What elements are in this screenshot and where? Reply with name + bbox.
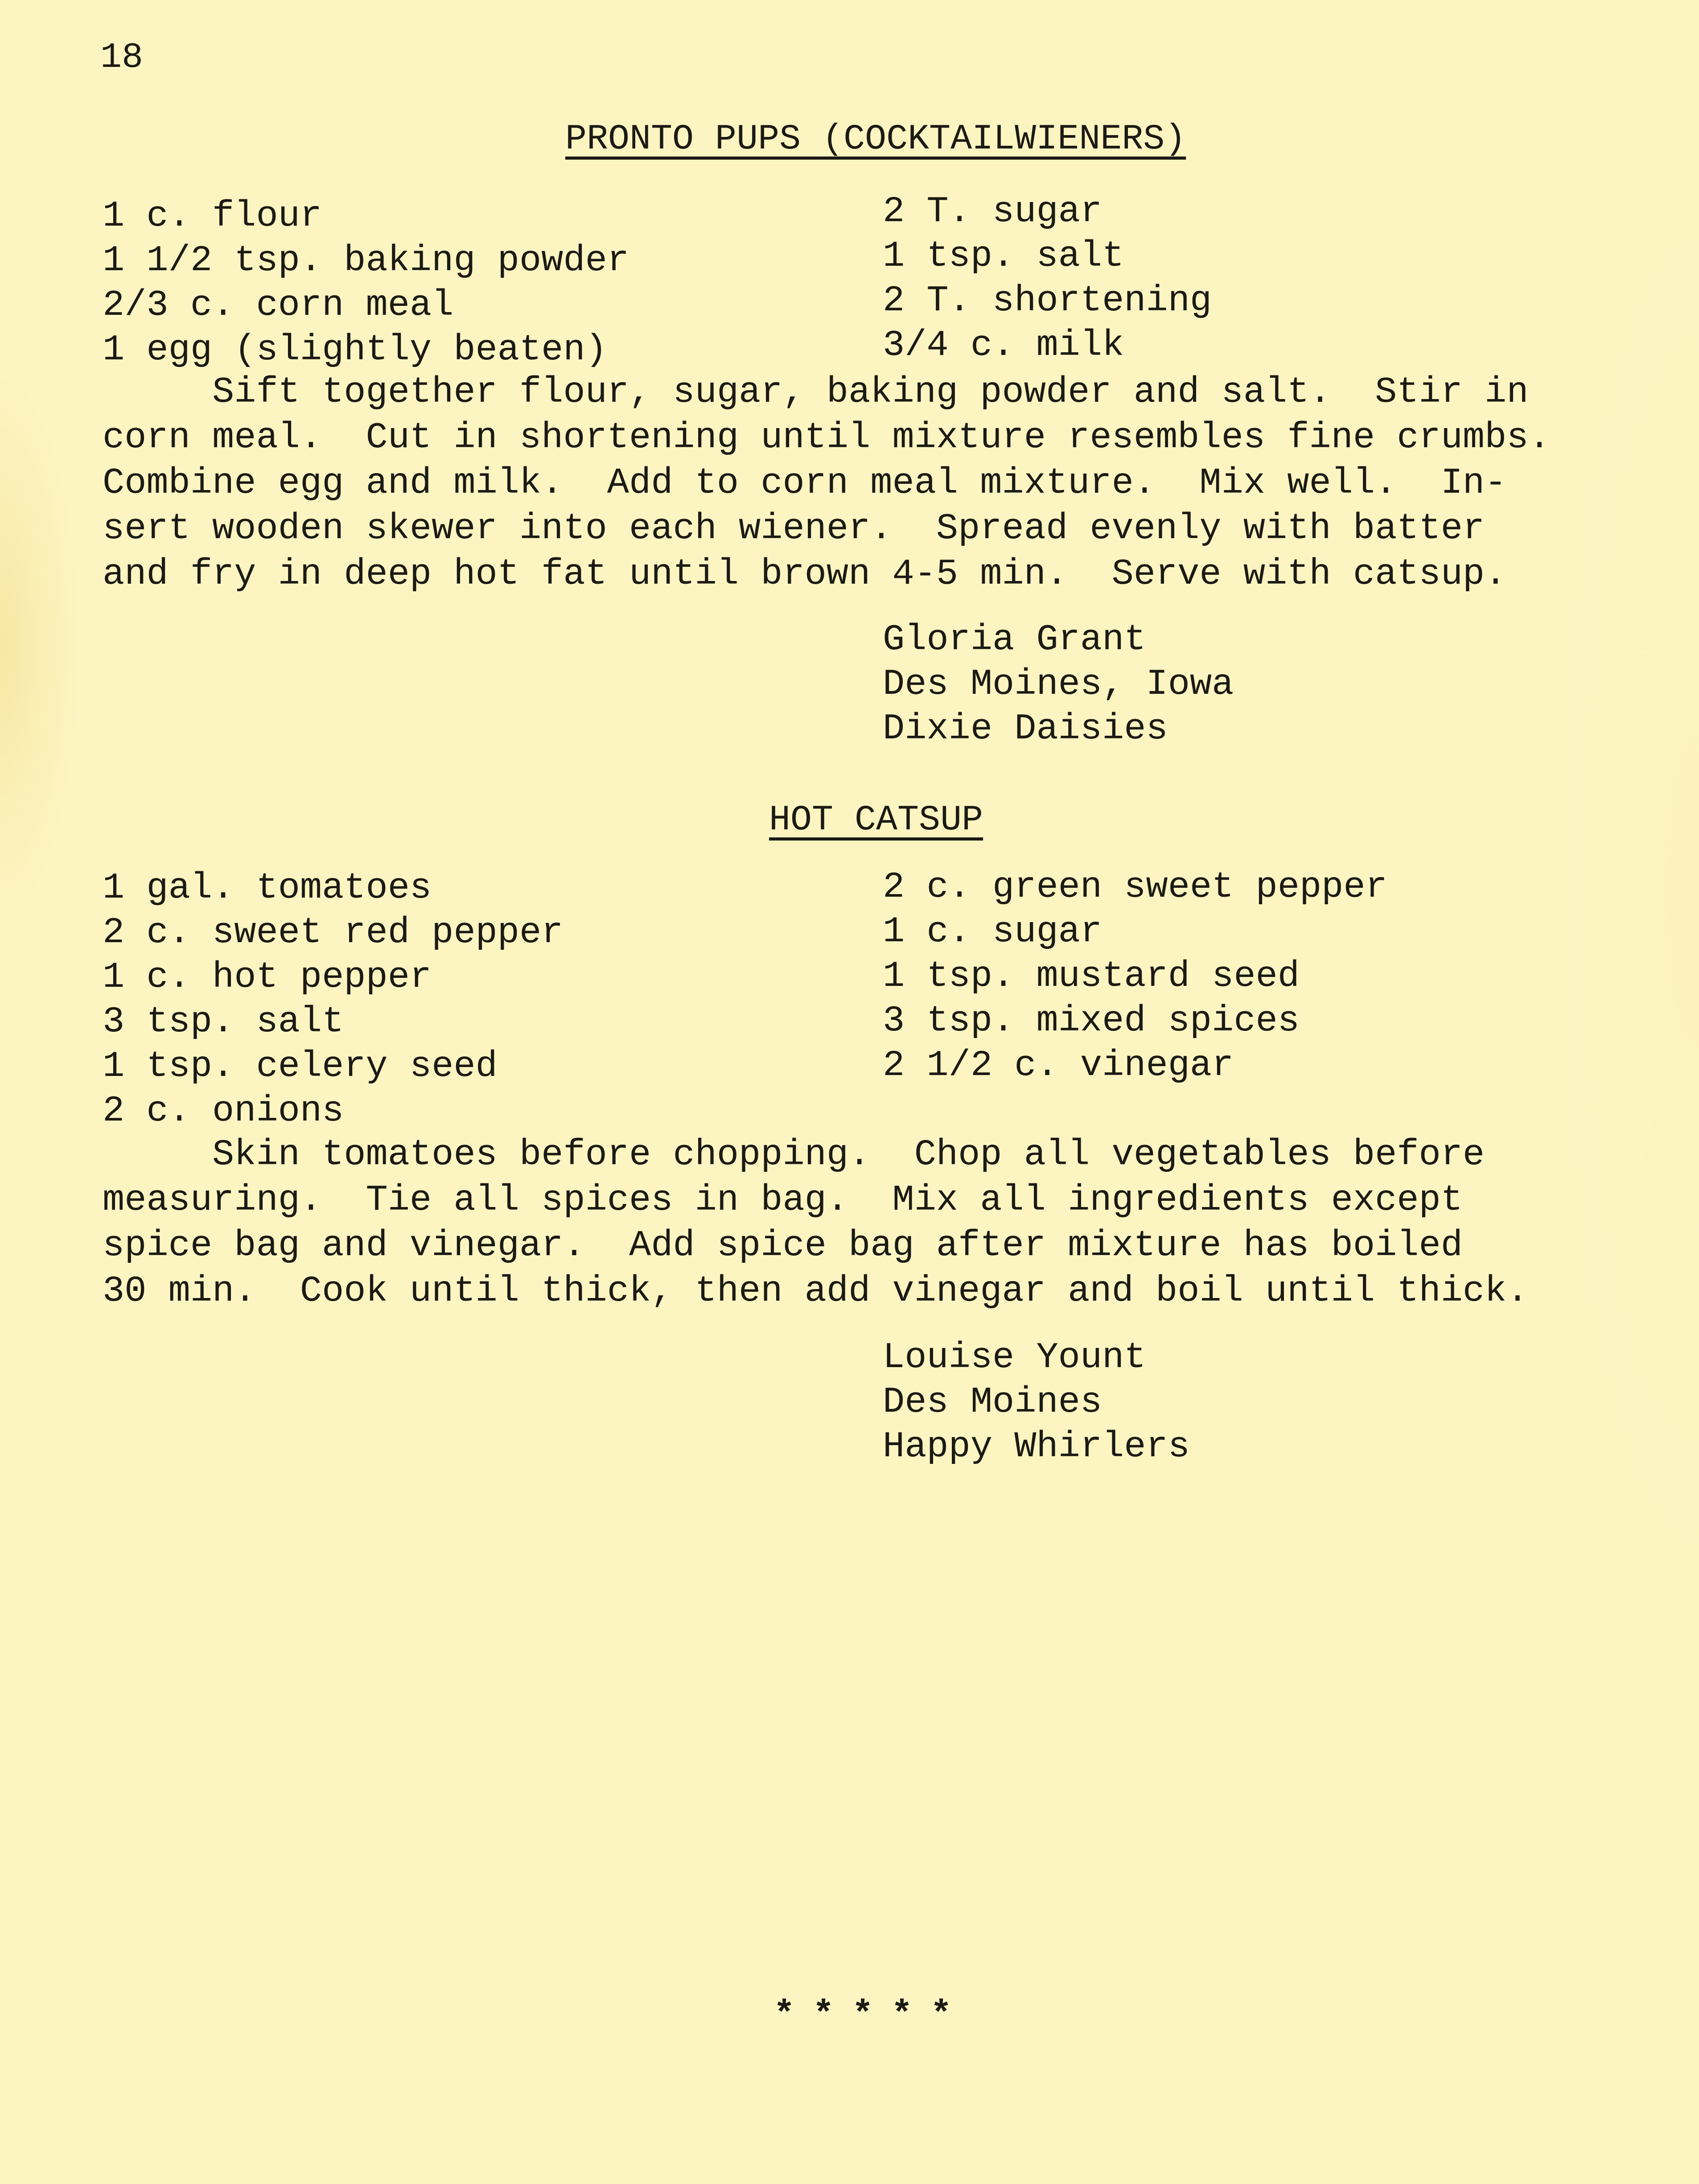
direction-line: and fry in deep hot fat until brown 4-5 min. Serve with catsup. [103,553,1507,595]
ingredient: 1 1/2 tsp. baking powder [103,240,629,281]
ingredient: 2 c. sweet red pepper [103,912,564,953]
ingredient: 2 T. sugar [883,191,1102,232]
page-number: 18 [100,37,144,78]
ingredient: 2 1/2 c. vinegar [883,1045,1234,1086]
ingredient: 2 c. green sweet pepper [883,866,1387,908]
direction-line: 30 min. Cook until thick, then add vinegar and boil until thick. [103,1270,1529,1312]
ingredient: 2 c. onions [103,1090,344,1132]
author-location: Des Moines, Iowa [883,663,1234,705]
direction-line: measuring. Tie all spices in bag. Mix all ingredients except [103,1179,1463,1221]
author-club: Dixie Daisies [883,708,1168,750]
ingredient: 2 T. shortening [883,280,1212,321]
recipe-title-pronto-pups: PRONTO PUPS (COCKTAILWIENERS) [565,119,1186,160]
ingredient: 1 c. sugar [883,911,1102,952]
ingredient: 2/3 c. corn meal [103,284,454,326]
author-location: Des Moines [883,1381,1102,1423]
ingredient: 1 tsp. salt [883,235,1124,277]
ingredient: 1 gal. tomatoes [103,867,432,909]
author-name: Louise Yount [883,1337,1146,1378]
ingredient: 1 c. flour [103,195,322,237]
recipe-title-hot-catsup: HOT CATSUP [769,800,983,841]
ingredient: 3 tsp. mixed spices [883,1000,1300,1042]
author-name: Gloria Grant [883,619,1146,660]
direction-line: Combine egg and milk. Add to corn meal mixture. Mix well. In- [103,462,1507,504]
author-club: Happy Whirlers [883,1426,1190,1467]
ingredient: 1 egg (slightly beaten) [103,329,607,371]
ingredient: 1 c. hot pepper [103,956,432,998]
direction-line: Sift together flour, sugar, baking powder and salt. Stir in [103,371,1529,413]
direction-line: spice bag and vinegar. Add spice bag after mixture has boiled [103,1225,1463,1266]
direction-line: corn meal. Cut in shortening until mixture resembles fine crumbs. [103,417,1551,458]
direction-line: Skin tomatoes before chopping. Chop all vegetables before [103,1134,1485,1175]
direction-line: sert wooden skewer into each wiener. Spread evenly with batter [103,508,1485,549]
ingredient: 3/4 c. milk [883,325,1124,366]
ingredient: 1 tsp. mustard seed [883,956,1300,997]
ingredient: 3 tsp. salt [103,1001,344,1043]
ornament-divider: ***** [773,1995,970,2036]
ingredient: 1 tsp. celery seed [103,1046,498,1087]
